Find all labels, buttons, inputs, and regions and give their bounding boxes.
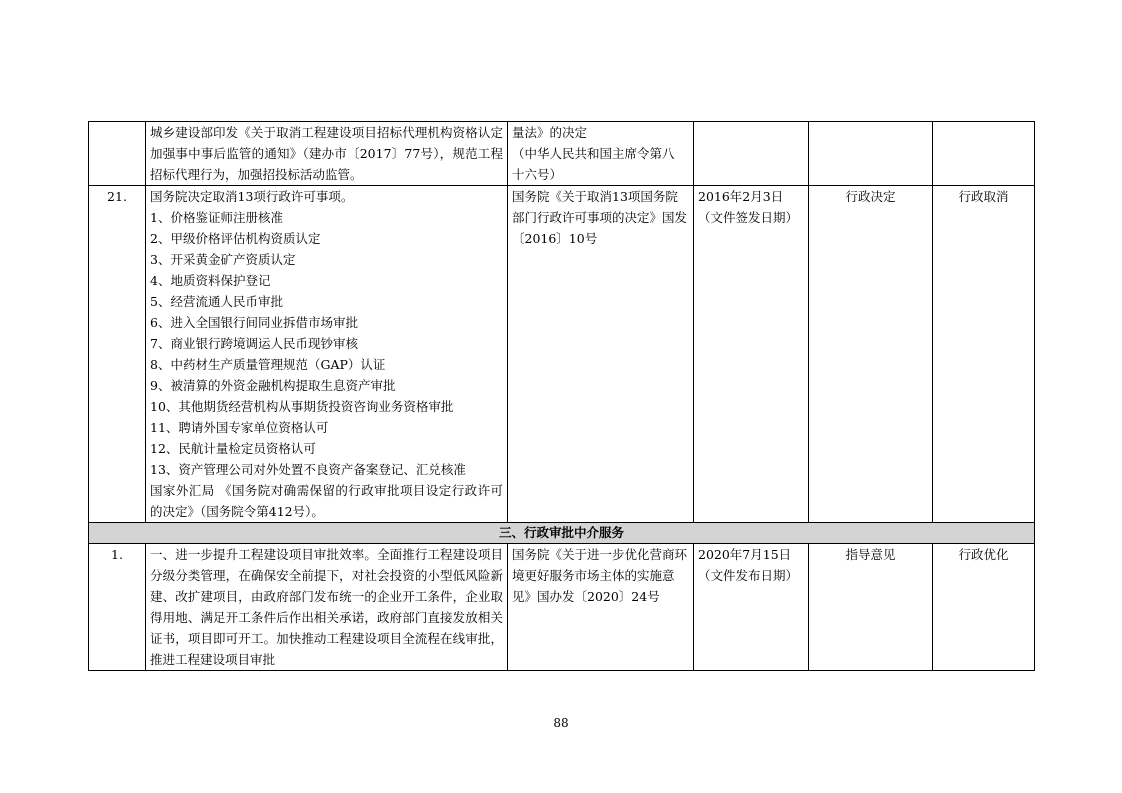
row-number-cell — [89, 122, 146, 186]
content-line: 1、价格鉴证师注册核准 — [150, 210, 283, 225]
table-row-1 — [89, 544, 1035, 671]
content-line: 2、甲级价格评估机构资质认定 — [150, 231, 321, 246]
date-cell — [694, 122, 809, 186]
action-cell — [933, 122, 1035, 186]
content-line: 4、地质资料保护登记 — [150, 273, 271, 288]
content-line: 10、其他期货经营机构从事期货投资咨询业务资格审批 — [150, 399, 454, 414]
content-line: 5、经营流通人民币审批 — [150, 294, 283, 309]
section-title: 三、行政审批中介服务 — [89, 523, 1035, 544]
basis-line: 十六号） — [512, 167, 563, 182]
content-line: 3、开采黄金矿产资质认定 — [150, 252, 296, 267]
date-cell: 2016年2月3日（文件签发日期） — [694, 186, 809, 523]
content-line: 7、商业银行跨境调运人民币现钞审核 — [150, 336, 358, 351]
basis-cell: 国务院《关于进一步优化营商环境更好服务市场主体的实施意见》国办发〔2020〕24号 — [508, 544, 694, 671]
content-line: 6、进入全国银行间同业拆借市场审批 — [150, 315, 358, 330]
content-cell: 一、进一步提升工程建设项目审批效率。全面推行工程建设项目分级分类管理，在确保安全前提下，对社会投资的小型低风险新建、改扩建项目，由政府部门发布统一的企业开工条件，企业取得用地、满足开工条件后作出相关承诺，政府部门直接发放相关证书，项目即可开工。加快推动工程建设项目全流程在线审批，推进工程建设项目审批 — [146, 544, 508, 671]
action-cell: 行政取消 — [933, 186, 1035, 523]
type-cell: 行政决定 — [809, 186, 933, 523]
action-cell: 行政优化 — [933, 544, 1035, 671]
table-row-21 — [89, 186, 1035, 523]
section-header-row — [89, 523, 1035, 544]
type-cell — [809, 122, 933, 186]
date-cell: 2020年7月15日（文件发布日期） — [694, 544, 809, 671]
content-line: 8、中药材生产质量管理规范（GAP）认证 — [150, 357, 386, 372]
row-number: 1. — [89, 544, 146, 671]
content-tail: 国家外汇局 《国务院对确需保留的行政审批项目设定行政许可的决定》（国务院令第412号）。 — [150, 483, 503, 519]
content-line: 9、被清算的外资金融机构提取生息资产审批 — [150, 378, 396, 393]
content-line: 13、资产管理公司对外处置不良资产备案登记、汇兑核准 — [150, 462, 466, 477]
content-line: 11、聘请外国专家单位资格认可 — [150, 420, 329, 435]
basis-cell: 国务院《关于取消13项国务院部门行政许可事项的决定》国发〔2016〕10号 — [508, 186, 694, 523]
table-row-continued — [89, 122, 1035, 186]
basis-line: （中华人民共和国主席令第八 — [512, 146, 675, 161]
row-number: 21. — [89, 186, 146, 523]
page-number: 88 — [553, 716, 569, 730]
content-line: 12、民航计量检定员资格认可 — [150, 441, 316, 456]
type-cell: 指导意见 — [809, 544, 933, 671]
regulation-table — [88, 121, 1035, 671]
content-line: 国务院决定取消13项行政许可事项。 — [150, 189, 354, 204]
basis-line: 量法》的决定 — [512, 125, 588, 140]
basis-cell — [508, 122, 694, 186]
content-cell — [146, 186, 508, 523]
content-cell: 城乡建设部印发《关于取消工程建设项目招标代理机构资格认定加强事中事后监管的通知》（建办市〔2017〕77号），规范工程招标代理行为，加强招投标活动监管。 — [146, 122, 508, 186]
